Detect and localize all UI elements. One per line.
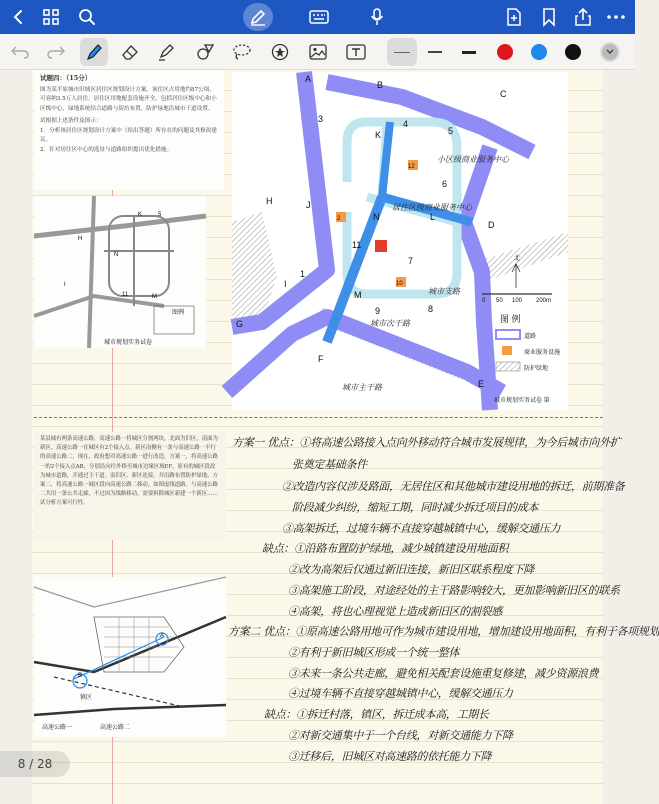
hw-line-13: ④过境车辆不直接穿越城镇中心，缓解交通压力 — [288, 687, 513, 700]
color-black[interactable] — [565, 44, 581, 60]
map-letter-d: D — [488, 220, 495, 230]
question2-paragraph: 某县城有两条高速公路，高速公路一将城区分割两块，北面为旧区，南面为新区。高速公路一在城区有2个接入点。新区南侧有一条与高速公路一平行的高速公路二，现在，政府想对高速公路一进行改造。方案一，将高速公路一的2个接入点AB，分别沿向往外移至城市边缘区域EF，原有的城区段改为城市道路，开通过主干道。南旧区、新区连接。并沿路布置防护绿地。方案二，将高速公路一城区段向高速公路二移动，如图虚线道路。与高速公路二共用一条公共走廊，不过因为线路移动，需要拆除城区新建一个新区…… — [40, 436, 218, 498]
map-num-11: 11 — [352, 240, 362, 250]
hw-line-7: ②改为高架后仅通过新旧连接，新旧区联系程度下降 — [288, 563, 535, 576]
svg-text:H: H — [78, 236, 83, 242]
question2-question: 试分析方案可行性。 — [40, 500, 89, 507]
image-icon[interactable] — [304, 38, 332, 66]
map-letter-h: H — [266, 196, 273, 206]
map-letter-l: L — [430, 212, 436, 222]
map-num-2: 2 — [337, 216, 341, 222]
legend-commercial: 商业服务设施 — [524, 350, 561, 356]
exam-question-text — [34, 70, 224, 190]
section-divider — [34, 417, 603, 418]
q2-label-expressway2: 高速公路二 — [100, 725, 131, 731]
zoning-map — [232, 72, 568, 410]
q2-label-town: 镇区 — [80, 695, 93, 701]
sticker-icon[interactable] — [266, 38, 294, 66]
hw-line-3: ②改造内容仅涉及路面，无居住区和其他城市建设用地的拆迁，前期准备 — [282, 480, 625, 493]
map-letter-c: C — [500, 89, 507, 99]
hw-line-5: ③高架拆迁，过境车辆不直接穿越城镇中心，缓解交通压力 — [282, 522, 561, 535]
map-letter-i: I — [284, 279, 287, 289]
map-letter-j: J — [306, 200, 311, 210]
bookmark-icon[interactable] — [538, 3, 560, 31]
map-footer: 城市规划实务试卷 第 — [494, 398, 550, 404]
lasso-icon[interactable] — [228, 38, 256, 66]
pen-tool-icon[interactable] — [80, 38, 108, 66]
hw-line-12: ③未来一条公共走廊，避免相关配套设施重复修建，减少资源浪费 — [288, 667, 599, 680]
svg-text:11: 11 — [122, 292, 129, 298]
page-indicator: 8 / 28 — [0, 751, 70, 777]
svg-text:城市规划实务试卷: 城市规划实务试卷 — [104, 340, 153, 346]
map-letter-g: G — [236, 319, 244, 329]
question2-text — [34, 432, 226, 540]
note-road-d: 城市主干路 — [342, 383, 382, 392]
svg-text:5: 5 — [158, 212, 162, 218]
map-num-10: 10 — [396, 281, 403, 287]
share-icon[interactable] — [572, 3, 594, 31]
hw-line-10: 方案二 优点：①原高速公路用地可作为城市建设用地，增加建设用地面积，有利于各项规划 — [228, 625, 659, 638]
north-label: 北 — [514, 256, 521, 262]
hw-line-4: 阶段减少纠纷，缩短工期，同时减少拆迁项目的成本 — [292, 501, 539, 514]
q2-label-b: B — [78, 673, 83, 679]
grid-icon[interactable] — [38, 3, 64, 31]
mic-icon[interactable] — [366, 3, 388, 31]
legend-title: 图 例 — [500, 314, 521, 324]
map-letter-n: N — [373, 212, 380, 222]
hw-line-8: ③高架施工阶段，对途经处的主干路影响较大，更加影响新旧区的联系 — [288, 584, 620, 597]
map-num-6: 6 — [442, 179, 448, 189]
svg-text:M: M — [152, 294, 157, 300]
exam-sketch-map — [34, 196, 206, 348]
map-letter-k: K — [375, 130, 382, 140]
map-letter-f: F — [318, 354, 324, 364]
stroke-thick[interactable] — [455, 38, 483, 66]
pen-icon[interactable] — [243, 3, 273, 31]
highlighter-icon[interactable] — [152, 38, 180, 66]
exam-heading: 试题四：（15分） — [40, 74, 92, 82]
hw-line-1: 方案一 优点：①将高速公路接入点向外移动符合城市发展规律，为今后城市向外扩 — [232, 436, 621, 449]
top-navigation-bar — [0, 0, 635, 34]
map-num-4: 4 — [403, 119, 409, 129]
map-num-1: 1 — [300, 269, 306, 279]
map-letter-e: E — [478, 379, 485, 389]
q2-label-expressway1: 高速公路一 — [42, 725, 73, 731]
hw-line-14: 缺点：①拆迁村落，镇区，拆迁成本高，工期长 — [264, 708, 489, 721]
map-num-8: 8 — [428, 304, 434, 314]
map-num-12: 12 — [408, 164, 415, 170]
map-letter-a: A — [305, 74, 312, 84]
scale-50: 50 — [496, 298, 503, 304]
map-num-9: 9 — [375, 306, 381, 316]
undo-icon[interactable] — [6, 38, 34, 66]
svg-text:N: N — [114, 252, 119, 258]
svg-text:K: K — [138, 212, 143, 218]
color-red[interactable] — [497, 44, 513, 60]
hw-line-9: ④高架，将也心理视觉上造成新旧区的割裂感 — [288, 605, 502, 618]
color-blue[interactable] — [531, 44, 547, 60]
shapes-icon[interactable] — [192, 38, 220, 66]
q2-label-a: A — [160, 633, 165, 639]
color-picker-icon[interactable] — [596, 38, 624, 66]
note-small-center: 小区级商业服务中心 — [437, 155, 509, 164]
textbox-icon[interactable] — [342, 38, 370, 66]
map-num-3: 3 — [318, 114, 324, 124]
svg-text:I: I — [64, 282, 66, 288]
stroke-thin[interactable] — [387, 38, 417, 66]
search-icon[interactable] — [74, 3, 100, 31]
note-road-b: 城市支路 — [428, 287, 460, 296]
keyboard-icon[interactable] — [306, 3, 332, 31]
new-page-icon[interactable] — [502, 3, 526, 31]
redo-icon[interactable] — [42, 38, 70, 66]
legend-green: 防护绿地 — [524, 366, 549, 372]
map-num-7: 7 — [408, 256, 414, 266]
exam-requirements-title: 试根据上述条件及图示： — [40, 118, 102, 124]
question2-map — [34, 577, 226, 737]
hw-line-15: ②对新交通集中于一个台线，对新交通能力下降 — [288, 729, 513, 742]
hw-line-11: ②有利于新旧城区形成一个统一整体 — [288, 646, 460, 659]
map-letter-b: B — [377, 80, 384, 90]
scale-100: 100 — [512, 298, 523, 304]
tool-bar — [0, 34, 635, 70]
more-icon[interactable] — [604, 3, 628, 31]
note-road-c: 城市次干路 — [370, 319, 410, 328]
scale-200: 200m — [536, 298, 552, 304]
legend-road: 道路 — [524, 334, 537, 340]
svg-text:图例: 图例 — [172, 310, 185, 316]
hw-line-2: 张奠定基础条件 — [292, 458, 367, 471]
hw-line-6: 缺点：①沿路布置防护绿地，减少城镇建设用地面积 — [262, 542, 509, 555]
exam-paragraph: 图为某平原城市旧城区居住区规划设计方案。该住区占用地约87公顷，可容纳3.5万人居住。居住区用地配套设施齐全，包括居住区级中心和小区级中心，绿地系统结合道路与街坊布置，防护绿地沿城市干道设置。 — [40, 86, 217, 112]
scale-0: 0 — [482, 298, 486, 304]
exam-requirement-1: 1．分析该居住区规划设计方案中（给出答题）所存在的问题及其修改建议。 — [40, 127, 217, 143]
hw-line-16: ③迁移后，旧城区对高速路的依托能力下降 — [288, 750, 492, 763]
note-residential-center: 居住区级商业服务中心 — [392, 203, 472, 212]
exam-requirement-2: 2．针对居住区中心的选址与道路组织提出优化措施。 — [40, 146, 173, 153]
map-num-5: 5 — [448, 126, 454, 136]
notebook-page[interactable] — [32, 70, 659, 804]
eraser-icon[interactable] — [116, 38, 144, 66]
map-letter-m: M — [354, 290, 362, 300]
stroke-medium[interactable] — [421, 38, 449, 66]
back-icon[interactable] — [6, 3, 30, 31]
